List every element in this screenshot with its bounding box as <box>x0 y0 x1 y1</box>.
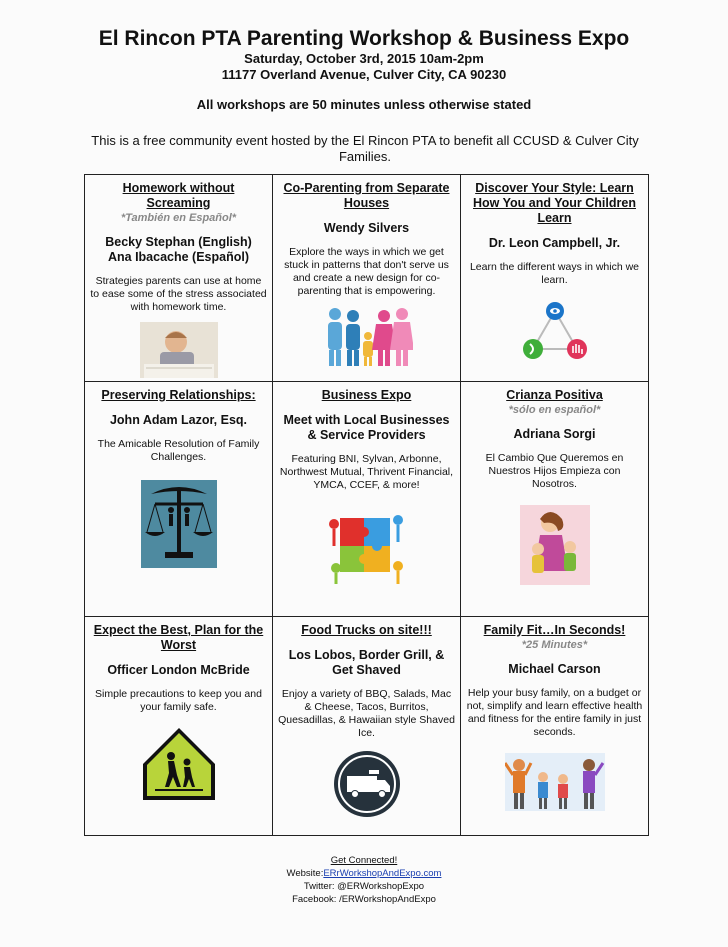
learning-styles-icon <box>521 301 589 363</box>
event-date: Saturday, October 3rd, 2015 10am-2pm <box>244 51 484 66</box>
website-line <box>0 867 728 880</box>
workshop-description: El Cambio Que Queremos en Nuestros Hijos Empieza con Nosotros. <box>485 452 624 490</box>
workshop-presenter: Wendy Silvers <box>323 221 410 235</box>
workshop-title: Discover Your Style: Learn How You and Your Children Learn <box>473 181 636 225</box>
website-link[interactable]: ERrWorkshopAndExpo.com <box>323 868 442 879</box>
workshop-cell <box>273 617 461 835</box>
food-truck-icon <box>333 750 401 818</box>
workshop-subtitle: *25 Minutes* <box>521 639 588 651</box>
workshop-cell <box>461 382 648 617</box>
workshop-description: Strategies parents can use at home to ease some of the stress associated with homework time. <box>90 275 267 313</box>
intro-text: This is a free community event hosted by the El Rincon PTA to benefit all CCUSD & Culver City Families. <box>91 133 639 164</box>
workshop-title: Expect the Best, Plan for the Worst <box>93 623 264 652</box>
header <box>0 26 728 83</box>
workshop-title: Crianza Positiva <box>506 388 603 402</box>
workshop-presenter: Michael Carson <box>508 662 601 676</box>
workshop-title: Food Trucks on site!!! <box>301 623 432 637</box>
scales-family-icon <box>141 480 217 568</box>
event-address: 11177 Overland Avenue, Culver City, CA 90230 <box>221 67 507 82</box>
twitter-line: Twitter: @ERWorkshopExpo <box>303 881 425 892</box>
footer <box>0 854 728 906</box>
family-fitness-icon <box>505 753 605 811</box>
workshop-grid <box>84 174 649 836</box>
get-connected-heading: Get Connected! <box>330 855 398 866</box>
mother-children-icon <box>520 505 590 585</box>
workshop-cell <box>273 175 461 382</box>
workshop-presenter: Adriana Sorgi <box>513 427 596 441</box>
workshop-description: Simple precautions to keep you and your family safe. <box>95 688 262 713</box>
workshop-cell <box>85 617 273 835</box>
workshop-presenter: John Adam Lazor, Esq. <box>109 413 248 427</box>
workshop-cell <box>85 175 273 382</box>
workshop-presenter: Officer London McBride <box>107 663 250 677</box>
school-crossing-sign-icon <box>141 726 217 802</box>
workshop-description: Learn the different ways in which we learn. <box>469 261 640 286</box>
workshop-description: Help your busy family, on a budget or not, simplify and learn effective health and fitness for the entire family in just seconds. <box>466 687 643 738</box>
workshop-cell <box>85 382 273 617</box>
workshop-title: Family Fit…In Seconds! <box>483 623 626 637</box>
workshop-title: Homework without Screaming <box>122 181 235 210</box>
stressed-child-homework-photo-icon <box>140 322 218 378</box>
facebook-line: Facebook: /ERWorkshopAndExpo <box>292 894 436 905</box>
workshop-description: Featuring BNI, Sylvan, Arbonne, Northwest Mutual, Thrivent Financial, YMCA, CCEF, & more! <box>279 453 454 491</box>
workshop-title: Preserving Relationships: <box>101 388 256 402</box>
workshop-presenter: Becky Stephan (English) <box>105 235 252 249</box>
workshop-presenter: Meet with Local Businesses & Service Providers <box>283 413 450 442</box>
workshop-title: Co-Parenting from Separate Houses <box>283 181 450 210</box>
workshop-cell <box>461 617 648 835</box>
workshop-subtitle: *También en Español* <box>120 212 237 224</box>
workshop-description: The Amicable Resolution of Family Challenges. <box>97 438 260 463</box>
workshop-cell <box>273 382 461 617</box>
duration-note: All workshops are 50 minutes unless otherwise stated <box>196 97 532 112</box>
workshop-cell <box>461 175 648 382</box>
workshop-subtitle: *sólo en español* <box>508 404 601 416</box>
workshop-description: Explore the ways in which we get stuck in patterns that don't serve us and create a new design for co-parenting that is empowering. <box>284 246 449 297</box>
workshop-presenter-2: Ana Ibacache (Español) <box>107 250 249 264</box>
website-label: Website: <box>286 868 324 879</box>
family-figures-icon <box>321 306 413 368</box>
puzzle-people-icon <box>326 506 408 584</box>
workshop-presenter: Dr. Leon Campbell, Jr. <box>488 236 621 250</box>
workshop-presenter: Los Lobos, Border Grill, & Get Shaved <box>288 648 445 677</box>
workshop-title: Business Expo <box>321 388 412 402</box>
workshop-description: Enjoy a variety of BBQ, Salads, Mac & Cheese, Tacos, Burritos, Quesadillas, & Hawaiian style Shaved Ice. <box>278 688 455 739</box>
page-title: El Rincon PTA Parenting Workshop & Business Expo <box>98 27 630 50</box>
